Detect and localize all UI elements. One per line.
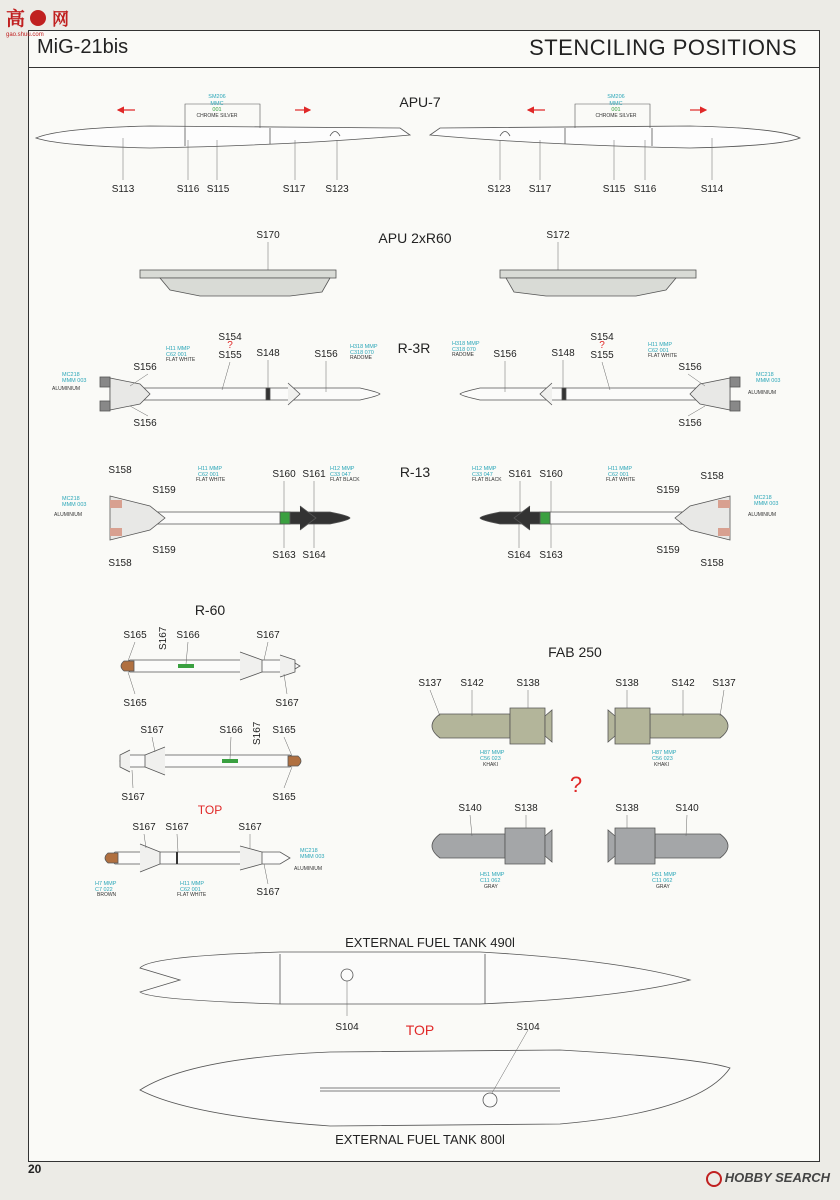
label-s172: S172 [546, 230, 570, 241]
callout-r13-fw-right-name: FLAT WHITE [606, 477, 636, 483]
label-r60a-s167b: S167 [256, 630, 280, 641]
label-r3r-r-s155: S155 [590, 350, 614, 361]
r3r-right-missile [460, 377, 740, 411]
apu-r60-left-rail [140, 270, 336, 296]
callout-r60-fw: H11 MMP [180, 881, 205, 887]
label-r13-s159a: S159 [152, 485, 176, 496]
r3r-left-missile [100, 377, 380, 411]
callout-fab-khaki-right-name: KHAKI [654, 762, 670, 768]
apu-r60-right-rail [500, 270, 696, 296]
label-r60a-s167c: S167 [275, 698, 299, 709]
label-r13-s159b: S159 [152, 545, 176, 556]
label-r60b-s165b: S165 [272, 792, 296, 803]
label-r13-s160: S160 [272, 469, 296, 480]
section-tank490: EXTERNAL FUEL TANK 490l [345, 935, 515, 950]
fab-gray-left [432, 828, 552, 864]
callout-fab-gray-right: H51 MMP [652, 872, 677, 878]
callout-r13-fw-right-2: C62 001 [608, 472, 629, 478]
page-number: 20 [28, 1162, 42, 1176]
tank-800-drawing [140, 1050, 730, 1126]
label-s114-r: S114 [700, 184, 724, 195]
label-r13-s163: S163 [272, 550, 296, 561]
callout-r3r-alu-left: MC218 [62, 372, 80, 378]
section-r60: R-60 [194, 602, 226, 618]
label-r60b-s167b: S167 [252, 721, 263, 745]
label-top-1: TOP [197, 803, 223, 817]
label-r60a-s167a: S167 [158, 626, 169, 650]
callout-r3r-radome-right-2: C318 070 [452, 347, 476, 353]
label-s116-r: S116 [633, 184, 657, 195]
label-r3r-s155: S155 [218, 350, 242, 361]
callout-r13-fb-left: H12 MMP [330, 466, 355, 472]
label-fab-tl-s138: S138 [516, 678, 540, 689]
callout-chrome-right-mmc: MMC [609, 101, 623, 107]
callout-r13-fw-left-name: FLAT WHITE [196, 477, 226, 483]
callout-chrome-right-name: CHROME SILVER [595, 113, 637, 119]
callout-r3r-alu-right: MC218 [756, 372, 774, 378]
site-domain: gao.shuu.com [6, 32, 44, 38]
svg-text:网: 网 [52, 10, 69, 30]
label-r3r-s154: S154 [218, 332, 242, 343]
label-r3r-q: ? [227, 340, 233, 351]
model-name: MiG-21bis [37, 36, 129, 58]
r60-missile-2 [120, 747, 301, 775]
callout-r60-fw-name: FLAT WHITE [177, 892, 207, 898]
callout-fab-khaki-left-2: C56 023 [480, 756, 501, 762]
callout-chrome-left-001: 001 [212, 107, 222, 113]
label-r60b-s167a: S167 [140, 725, 164, 736]
apu7-right-rail [430, 126, 800, 148]
callout-r3r-fw-right-2: C62 001 [648, 348, 669, 354]
callout-fab-gray-right-name: GRAY [656, 884, 670, 890]
label-fab-tr-s137: S137 [712, 678, 736, 689]
callout-r60-alu: MC218 [300, 848, 318, 854]
callout-r3r-alu-left-2: MMM 003 [62, 378, 87, 384]
callout-r3r-fw-right-name: FLAT WHITE [648, 353, 678, 359]
callout-fab-khaki-right-2: C56 023 [652, 756, 673, 762]
label-r3r-r-s156c: S156 [678, 418, 702, 429]
callout-fab-gray-left-2: C11 062 [480, 878, 501, 884]
label-fab-br-s138: S138 [615, 803, 639, 814]
label-s117: S117 [282, 184, 306, 195]
callout-r3r-radome-left: H318 MMP [350, 344, 378, 350]
watermark-text: HOBBY SEARCH [724, 1170, 830, 1185]
callout-r60-brown: H7 MMP [95, 881, 117, 887]
label-top-2: TOP [405, 1022, 435, 1038]
callout-r13-fb-left-2: C33 047 [330, 472, 351, 478]
r60-missile-1 [121, 652, 300, 680]
label-r13-s158a: S158 [108, 465, 132, 476]
page-title: STENCILING POSITIONS [529, 35, 797, 60]
label-r3r-s148: S148 [256, 348, 280, 359]
label-s123-r: S123 [487, 184, 511, 195]
label-s170: S170 [256, 230, 280, 241]
section-fab250: FAB 250 [548, 644, 602, 660]
callout-r13-alu-left-2: MMM 003 [62, 502, 87, 508]
callout-fab-khaki-left-name: KHAKI [483, 762, 499, 768]
callout-fab-gray-left-name: GRAY [484, 884, 498, 890]
fab-khaki-right [608, 708, 728, 744]
section-apu-2xr60: APU 2xR60 [378, 230, 452, 246]
label-r60c-s167a: S167 [132, 822, 156, 833]
callout-r3r-fw-left-name: FLAT WHITE [166, 357, 196, 363]
label-r3r-r-s156b: S156 [678, 362, 702, 373]
callout-chrome-left: SM206 [208, 94, 226, 100]
callout-r13-fb-right-name: FLAT BLACK [472, 477, 502, 483]
label-r60c-s167b: S167 [165, 822, 189, 833]
label-r60b-s166: S166 [219, 725, 243, 736]
hobby-search-logo-icon [706, 1171, 722, 1187]
label-r13-s164: S164 [302, 550, 326, 561]
callout-r3r-fw-left-2: C62 001 [166, 352, 187, 358]
callout-r13-alu-left-name: ALUMINIUM [54, 512, 83, 518]
label-r3r-r-s156a: S156 [493, 349, 517, 360]
label-fab-bl-s138: S138 [514, 803, 538, 814]
apu7-left-rail [36, 126, 410, 148]
label-r60a-s165a: S165 [123, 630, 147, 641]
label-tank490-s104: S104 [335, 1022, 359, 1033]
label-r60b-s165a: S165 [272, 725, 296, 736]
label-r13-r-s159b: S159 [656, 545, 680, 556]
label-r13-r-s158b: S158 [700, 558, 724, 569]
label-r13-s158b: S158 [108, 558, 132, 569]
label-s113: S113 [111, 184, 135, 195]
label-s115: S115 [206, 184, 230, 195]
section-r3r: R-3R [397, 340, 431, 356]
label-r3r-s156b: S156 [314, 349, 338, 360]
callout-r13-alu-right: MC218 [754, 495, 772, 501]
fab-khaki-left [432, 708, 552, 744]
label-r3r-s156a: S156 [133, 362, 157, 373]
callout-r3r-radome-right: H318 MMP [452, 341, 480, 347]
callout-r3r-radome-left-name: RADOME [350, 355, 372, 361]
callout-r3r-fw-left: H11 MMP [166, 346, 191, 352]
callout-chrome-left-name: CHROME SILVER [196, 113, 238, 119]
callout-r13-fb-left-name: FLAT BLACK [330, 477, 360, 483]
label-r60b-s167c: S167 [121, 792, 145, 803]
callout-r3r-radome-right-name: RADOME [452, 352, 474, 358]
callout-r60-brown-name: BROWN [97, 892, 117, 898]
label-fab-tr-s142: S142 [671, 678, 695, 689]
callout-r13-fb-right-2: C33 047 [472, 472, 493, 478]
callout-r13-fb-right: H12 MMP [472, 466, 497, 472]
label-fab-tr-s138: S138 [615, 678, 639, 689]
tank-490-drawing [140, 952, 690, 1004]
section-apu7: APU-7 [399, 94, 441, 110]
watermark [706, 1170, 830, 1187]
r60-missile-3 [105, 844, 290, 872]
label-r3r-r-s154: S154 [590, 332, 614, 343]
callout-r3r-radome-left-2: C318 070 [350, 350, 374, 356]
section-r13: R-13 [399, 464, 431, 480]
label-r13-r-s159a: S159 [656, 485, 680, 496]
label-r13-s161: S161 [302, 469, 326, 480]
label-s115-r: S115 [602, 184, 626, 195]
label-r13-r-s163: S163 [539, 550, 563, 561]
label-s117-r: S117 [528, 184, 552, 195]
label-fab-bl-s140: S140 [458, 803, 482, 814]
callout-r3r-alu-right-name: ALUMINIUM [748, 390, 777, 396]
callout-chrome-left-mmc: MMC [210, 101, 224, 107]
callout-r60-brown-2: C7 022 [95, 887, 113, 893]
callout-fab-khaki-left: H87 MMP [480, 750, 505, 756]
svg-text:高: 高 [6, 8, 26, 30]
question-mark: ? [569, 772, 583, 797]
label-r3r-s156c: S156 [133, 418, 157, 429]
callout-fab-khaki-right: H87 MMP [652, 750, 677, 756]
label-r60a-s166: S166 [176, 630, 200, 641]
callout-r13-alu-left: MC218 [62, 496, 80, 502]
callout-r13-alu-right-name: ALUMINIUM [748, 512, 777, 518]
label-fab-tl-s142: S142 [460, 678, 484, 689]
callout-r13-fw-right: H11 MMP [608, 466, 633, 472]
label-fab-tl-s137: S137 [418, 678, 442, 689]
callout-fab-gray-left: H51 MMP [480, 872, 505, 878]
label-r13-r-s160: S160 [539, 469, 563, 480]
label-r13-r-s161: S161 [508, 469, 532, 480]
callout-r60-alu-name: ALUMINIUM [294, 866, 323, 872]
callout-chrome-right-001: 001 [611, 107, 621, 113]
label-r3r-r-q: ? [599, 340, 605, 351]
section-tank800: EXTERNAL FUEL TANK 800l [335, 1132, 505, 1147]
label-r60c-s167c: S167 [238, 822, 262, 833]
label-r60a-s165b: S165 [123, 698, 147, 709]
r13-right-missile [480, 496, 730, 540]
callout-chrome-right: SM206 [607, 94, 625, 100]
label-s116: S116 [176, 184, 200, 195]
label-r13-r-s164: S164 [507, 550, 531, 561]
callout-r60-fw-2: C62 001 [180, 887, 201, 893]
callout-r3r-alu-left-name: ALUMINIUM [52, 386, 81, 392]
callout-r13-fw-left-2: C62 001 [198, 472, 219, 478]
callout-r3r-alu-right-2: MMM 003 [756, 378, 781, 384]
callout-r60-alu-2: MMM 003 [300, 854, 325, 860]
label-r3r-r-s148: S148 [551, 348, 575, 359]
callout-r3r-fw-right: H11 MMP [648, 342, 673, 348]
label-s123: S123 [325, 184, 349, 195]
fab-gray-right [608, 828, 728, 864]
label-tank800-s104: S104 [516, 1022, 540, 1033]
callout-fab-gray-right-2: C11 062 [652, 878, 673, 884]
callout-r13-fw-left: H11 MMP [198, 466, 223, 472]
label-r13-r-s158a: S158 [700, 471, 724, 482]
callout-r13-alu-right-2: MMM 003 [754, 501, 779, 507]
label-fab-br-s140: S140 [675, 803, 699, 814]
label-r60c-s167d: S167 [256, 887, 280, 898]
